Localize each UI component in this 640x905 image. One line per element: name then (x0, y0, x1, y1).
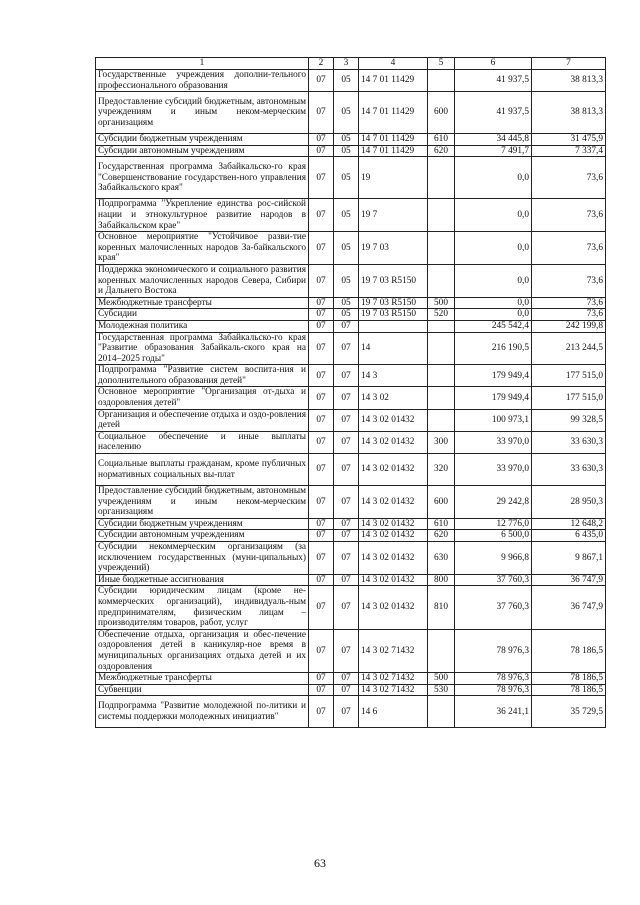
section-code-cell: 07 (309, 264, 334, 297)
row-name-cell: Государственные учреждения дополни-тельного профессионального образования (96, 70, 309, 92)
target-article-cell: 14 3 02 01432 (359, 542, 428, 575)
amount-year1-cell: 0,0 (455, 157, 532, 199)
subsection-code-cell: 05 (334, 199, 359, 232)
row-name-cell: Субсидии юридическим лицам (кроме не-коммерческих организаций), индивидуаль-ным предпринимателям, физическим лицам – производителям товаров, работ, услуг (96, 586, 309, 629)
section-code-cell: 07 (309, 297, 334, 309)
row-name-cell: Субсидии автономным учреждениям (96, 530, 309, 542)
expense-type-cell: 620 (428, 530, 455, 542)
target-article-cell: 19 7 03 (359, 232, 428, 265)
row-name-cell: Подпрограмма "Развитие систем воспита-ния и дополнительного образования детей" (96, 365, 309, 387)
table-header-row (96, 58, 606, 70)
expense-type-cell (428, 332, 455, 365)
expense-type-cell (428, 232, 455, 265)
amount-year2-cell: 78 186,5 (532, 629, 606, 672)
expense-type-cell (428, 264, 455, 297)
column-header: 7 (532, 58, 606, 70)
table-row (96, 145, 606, 157)
amount-year2-cell: 38 813,3 (532, 70, 606, 92)
row-name-cell: Государственная программа Забайкальско-го края "Развитие образования Забайкаль-ского края на 2014–2025 годы" (96, 332, 309, 365)
amount-year2-cell: 36 747,9 (532, 586, 606, 629)
expense-type-cell: 600 (428, 486, 455, 519)
row-name-cell: Предоставление субсидий бюджетным, автономным учреждениям и иным неком-мерческим организациям (96, 486, 309, 519)
subsection-code-cell: 07 (334, 518, 359, 530)
amount-year2-cell: 7 337,4 (532, 145, 606, 157)
section-code-cell: 07 (309, 518, 334, 530)
amount-year2-cell: 73,6 (532, 297, 606, 309)
column-header: 6 (455, 58, 532, 70)
amount-year2-cell: 99 328,5 (532, 409, 606, 431)
amount-year1-cell: 29 242,8 (455, 486, 532, 519)
section-code-cell: 07 (309, 431, 334, 453)
target-article-cell: 14 6 (359, 696, 428, 728)
subsection-code-cell: 07 (334, 320, 359, 332)
column-header: 2 (309, 58, 334, 70)
subsection-code-cell: 07 (334, 629, 359, 672)
expense-type-cell (428, 409, 455, 431)
subsection-code-cell: 07 (334, 409, 359, 431)
target-article-cell: 14 3 (359, 365, 428, 387)
amount-year1-cell: 41 937,5 (455, 70, 532, 92)
section-code-cell: 07 (309, 199, 334, 232)
subsection-code-cell: 07 (334, 365, 359, 387)
amount-year2-cell: 242 199,8 (532, 320, 606, 332)
expense-type-cell: 500 (428, 673, 455, 685)
section-code-cell: 07 (309, 586, 334, 629)
amount-year2-cell: 6 435,0 (532, 530, 606, 542)
amount-year1-cell: 0,0 (455, 264, 532, 297)
amount-year2-cell: 177 515,0 (532, 387, 606, 409)
target-article-cell: 14 7 01 11429 (359, 92, 428, 134)
section-code-cell: 07 (309, 574, 334, 586)
budget-table (95, 57, 606, 728)
column-header: 4 (359, 58, 428, 70)
amount-year2-cell: 28 950,3 (532, 486, 606, 519)
target-article-cell: 19 (359, 157, 428, 199)
amount-year2-cell: 177 515,0 (532, 365, 606, 387)
table-row (96, 696, 606, 728)
expense-type-cell (428, 387, 455, 409)
expense-type-cell: 530 (428, 684, 455, 696)
table-row (96, 387, 606, 409)
section-code-cell: 07 (309, 145, 334, 157)
row-name-cell: Межбюджетные трансферты (96, 673, 309, 685)
expense-type-cell: 610 (428, 134, 455, 146)
amount-year1-cell: 6 500,0 (455, 530, 532, 542)
table-row (96, 629, 606, 672)
section-code-cell: 07 (309, 684, 334, 696)
expense-type-cell: 520 (428, 309, 455, 321)
column-header: 3 (334, 58, 359, 70)
table-body (96, 70, 606, 728)
row-name-cell: Иные бюджетные ассигнования (96, 574, 309, 586)
column-header: 5 (428, 58, 455, 70)
section-code-cell: 07 (309, 320, 334, 332)
row-name-cell: Предоставление субсидий бюджетным, автономным учреждениям и иным неком-мерческим организациям (96, 92, 309, 134)
table-row (96, 70, 606, 92)
amount-year1-cell: 37 760,3 (455, 574, 532, 586)
section-code-cell: 07 (309, 454, 334, 486)
table-row (96, 409, 606, 431)
target-article-cell: 14 3 02 71432 (359, 684, 428, 696)
amount-year1-cell: 100 973,1 (455, 409, 532, 431)
table-row (96, 454, 606, 486)
table-row (96, 486, 606, 519)
amount-year2-cell: 73,6 (532, 199, 606, 232)
section-code-cell: 07 (309, 629, 334, 672)
section-code-cell: 07 (309, 387, 334, 409)
table-row (96, 232, 606, 265)
target-article-cell: 19 7 03 R5150 (359, 264, 428, 297)
subsection-code-cell: 07 (334, 431, 359, 453)
row-name-cell: Субсидии автономным учреждениям (96, 145, 309, 157)
section-code-cell: 07 (309, 332, 334, 365)
amount-year2-cell: 33 630,3 (532, 454, 606, 486)
table-row (96, 264, 606, 297)
table-row (96, 530, 606, 542)
target-article-cell: 14 3 02 01432 (359, 454, 428, 486)
expense-type-cell (428, 696, 455, 728)
amount-year1-cell: 12 776,0 (455, 518, 532, 530)
amount-year1-cell: 41 937,5 (455, 92, 532, 134)
subsection-code-cell: 07 (334, 673, 359, 685)
row-name-cell: Межбюджетные трансферты (96, 297, 309, 309)
subsection-code-cell: 05 (334, 232, 359, 265)
subsection-code-cell: 07 (334, 454, 359, 486)
table-row (96, 309, 606, 321)
table-row (96, 365, 606, 387)
row-name-cell: Субсидии бюджетным учреждениям (96, 134, 309, 146)
row-name-cell: Субсидии (96, 309, 309, 321)
subsection-code-cell: 05 (334, 297, 359, 309)
target-article-cell: 14 3 02 71432 (359, 629, 428, 672)
row-name-cell: Основное мероприятие "Устойчивое разви-тие коренных малочисленных народов За-байкальского края" (96, 232, 309, 265)
table-row (96, 542, 606, 575)
row-name-cell: Организация и обеспечение отдыха и оздо-ровления детей (96, 409, 309, 431)
subsection-code-cell: 05 (334, 264, 359, 297)
table-row (96, 199, 606, 232)
expense-type-cell: 320 (428, 454, 455, 486)
section-code-cell: 07 (309, 486, 334, 519)
amount-year1-cell: 78 976,3 (455, 673, 532, 685)
amount-year2-cell: 73,6 (532, 157, 606, 199)
subsection-code-cell: 05 (334, 309, 359, 321)
expense-type-cell: 500 (428, 297, 455, 309)
table-row (96, 134, 606, 146)
amount-year2-cell: 33 630,3 (532, 431, 606, 453)
row-name-cell: Социальные выплаты гражданам, кроме публичных нормативных социальных вы-плат (96, 454, 309, 486)
expense-type-cell (428, 320, 455, 332)
amount-year1-cell: 0,0 (455, 199, 532, 232)
table-row (96, 431, 606, 453)
row-name-cell: Поддержка экономического и социального развития коренных малочисленных народов Севера, Сибири и Дальнего Востока (96, 264, 309, 297)
section-code-cell: 07 (309, 232, 334, 265)
row-name-cell: Субсидии некоммерческим организациям (за исключением государственных (муни-ципальных) учреждений) (96, 542, 309, 575)
expense-type-cell (428, 199, 455, 232)
expense-type-cell (428, 70, 455, 92)
section-code-cell: 07 (309, 134, 334, 146)
target-article-cell: 14 3 02 01432 (359, 409, 428, 431)
target-article-cell: 14 3 02 01432 (359, 574, 428, 586)
section-code-cell: 07 (309, 542, 334, 575)
expense-type-cell: 610 (428, 518, 455, 530)
target-article-cell: 14 7 01 11429 (359, 134, 428, 146)
expense-type-cell: 300 (428, 431, 455, 453)
amount-year1-cell: 78 976,3 (455, 629, 532, 672)
amount-year1-cell: 0,0 (455, 232, 532, 265)
section-code-cell: 07 (309, 409, 334, 431)
subsection-code-cell: 05 (334, 157, 359, 199)
table-row (96, 92, 606, 134)
target-article-cell: 14 3 02 (359, 387, 428, 409)
target-article-cell: 14 3 02 01432 (359, 486, 428, 519)
amount-year2-cell: 36 747,9 (532, 574, 606, 586)
amount-year2-cell: 78 186,5 (532, 684, 606, 696)
section-code-cell: 07 (309, 70, 334, 92)
table-row (96, 320, 606, 332)
subsection-code-cell: 05 (334, 92, 359, 134)
target-article-cell: 14 3 02 01432 (359, 431, 428, 453)
subsection-code-cell: 07 (334, 586, 359, 629)
target-article-cell: 19 7 03 R5150 (359, 297, 428, 309)
section-code-cell: 07 (309, 365, 334, 387)
amount-year1-cell: 37 760,3 (455, 586, 532, 629)
row-name-cell: Основное мероприятие "Организация от-дыха и оздоровления детей" (96, 387, 309, 409)
expense-type-cell (428, 365, 455, 387)
subsection-code-cell: 07 (334, 332, 359, 365)
page-number: 63 (314, 856, 326, 870)
subsection-code-cell: 05 (334, 145, 359, 157)
expense-type-cell: 620 (428, 145, 455, 157)
target-article-cell: 14 3 02 01432 (359, 518, 428, 530)
table-row (96, 586, 606, 629)
table-row (96, 297, 606, 309)
table-row (96, 684, 606, 696)
subsection-code-cell: 07 (334, 387, 359, 409)
target-article-cell (359, 320, 428, 332)
subsection-code-cell: 07 (334, 684, 359, 696)
column-header: 1 (96, 58, 309, 70)
subsection-code-cell: 07 (334, 542, 359, 575)
expense-type-cell (428, 157, 455, 199)
amount-year2-cell: 73,6 (532, 232, 606, 265)
table-row (96, 574, 606, 586)
row-name-cell: Государственная программа Забайкальско-го края "Совершенствование государствен-ного управления Забайкальского края" (96, 157, 309, 199)
amount-year2-cell: 38 813,3 (532, 92, 606, 134)
subsection-code-cell: 07 (334, 696, 359, 728)
amount-year2-cell: 73,6 (532, 309, 606, 321)
row-name-cell: Субвенции (96, 684, 309, 696)
section-code-cell: 07 (309, 530, 334, 542)
table-row (96, 332, 606, 365)
amount-year2-cell: 35 729,5 (532, 696, 606, 728)
table-row (96, 518, 606, 530)
target-article-cell: 14 7 01 11429 (359, 70, 428, 92)
expense-type-cell: 600 (428, 92, 455, 134)
subsection-code-cell: 07 (334, 530, 359, 542)
section-code-cell: 07 (309, 157, 334, 199)
amount-year2-cell: 73,6 (532, 264, 606, 297)
amount-year1-cell: 245 542,4 (455, 320, 532, 332)
section-code-cell: 07 (309, 673, 334, 685)
expense-type-cell: 800 (428, 574, 455, 586)
amount-year1-cell: 33 970,0 (455, 454, 532, 486)
row-name-cell: Обеспечение отдыха, организация и обес-печение оздоровления детей в каникуляр-ное время в муниципальных организациях отдыха детей и их оздоровления (96, 629, 309, 672)
amount-year1-cell: 36 241,1 (455, 696, 532, 728)
expense-type-cell (428, 629, 455, 672)
amount-year1-cell: 0,0 (455, 309, 532, 321)
amount-year2-cell: 78 186,5 (532, 673, 606, 685)
target-article-cell: 14 3 02 01432 (359, 586, 428, 629)
amount-year1-cell: 7 491,7 (455, 145, 532, 157)
expense-type-cell: 810 (428, 586, 455, 629)
row-name-cell: Молодежная политика (96, 320, 309, 332)
target-article-cell: 19 7 03 R5150 (359, 309, 428, 321)
subsection-code-cell: 07 (334, 486, 359, 519)
amount-year2-cell: 12 648,2 (532, 518, 606, 530)
section-code-cell: 07 (309, 92, 334, 134)
amount-year1-cell: 216 190,5 (455, 332, 532, 365)
amount-year1-cell: 78 976,3 (455, 684, 532, 696)
amount-year2-cell: 9 867,1 (532, 542, 606, 575)
target-article-cell: 14 3 02 71432 (359, 673, 428, 685)
row-name-cell: Подпрограмма "Развитие молодежной по-литики и системы поддержки молодежных инициатив" (96, 696, 309, 728)
target-article-cell: 14 3 02 01432 (359, 530, 428, 542)
row-name-cell: Подпрограмма "Укрепление единства рос-сийской нации и этнокультурное развитие народов в Забайкальском крае" (96, 199, 309, 232)
amount-year1-cell: 33 970,0 (455, 431, 532, 453)
row-name-cell: Субсидии бюджетным учреждениям (96, 518, 309, 530)
target-article-cell: 14 7 01 11429 (359, 145, 428, 157)
row-name-cell: Социальное обеспечение и иные выплаты населению (96, 431, 309, 453)
target-article-cell: 14 (359, 332, 428, 365)
amount-year2-cell: 213 244,5 (532, 332, 606, 365)
subsection-code-cell: 07 (334, 574, 359, 586)
section-code-cell: 07 (309, 696, 334, 728)
table-row (96, 673, 606, 685)
amount-year2-cell: 31 475,9 (532, 134, 606, 146)
amount-year1-cell: 9 966,8 (455, 542, 532, 575)
amount-year1-cell: 34 445,8 (455, 134, 532, 146)
amount-year1-cell: 0,0 (455, 297, 532, 309)
amount-year1-cell: 179 949,4 (455, 387, 532, 409)
amount-year1-cell: 179 949,4 (455, 365, 532, 387)
target-article-cell: 19 7 (359, 199, 428, 232)
subsection-code-cell: 05 (334, 134, 359, 146)
expense-type-cell: 630 (428, 542, 455, 575)
table-row (96, 157, 606, 199)
section-code-cell: 07 (309, 309, 334, 321)
subsection-code-cell: 05 (334, 70, 359, 92)
